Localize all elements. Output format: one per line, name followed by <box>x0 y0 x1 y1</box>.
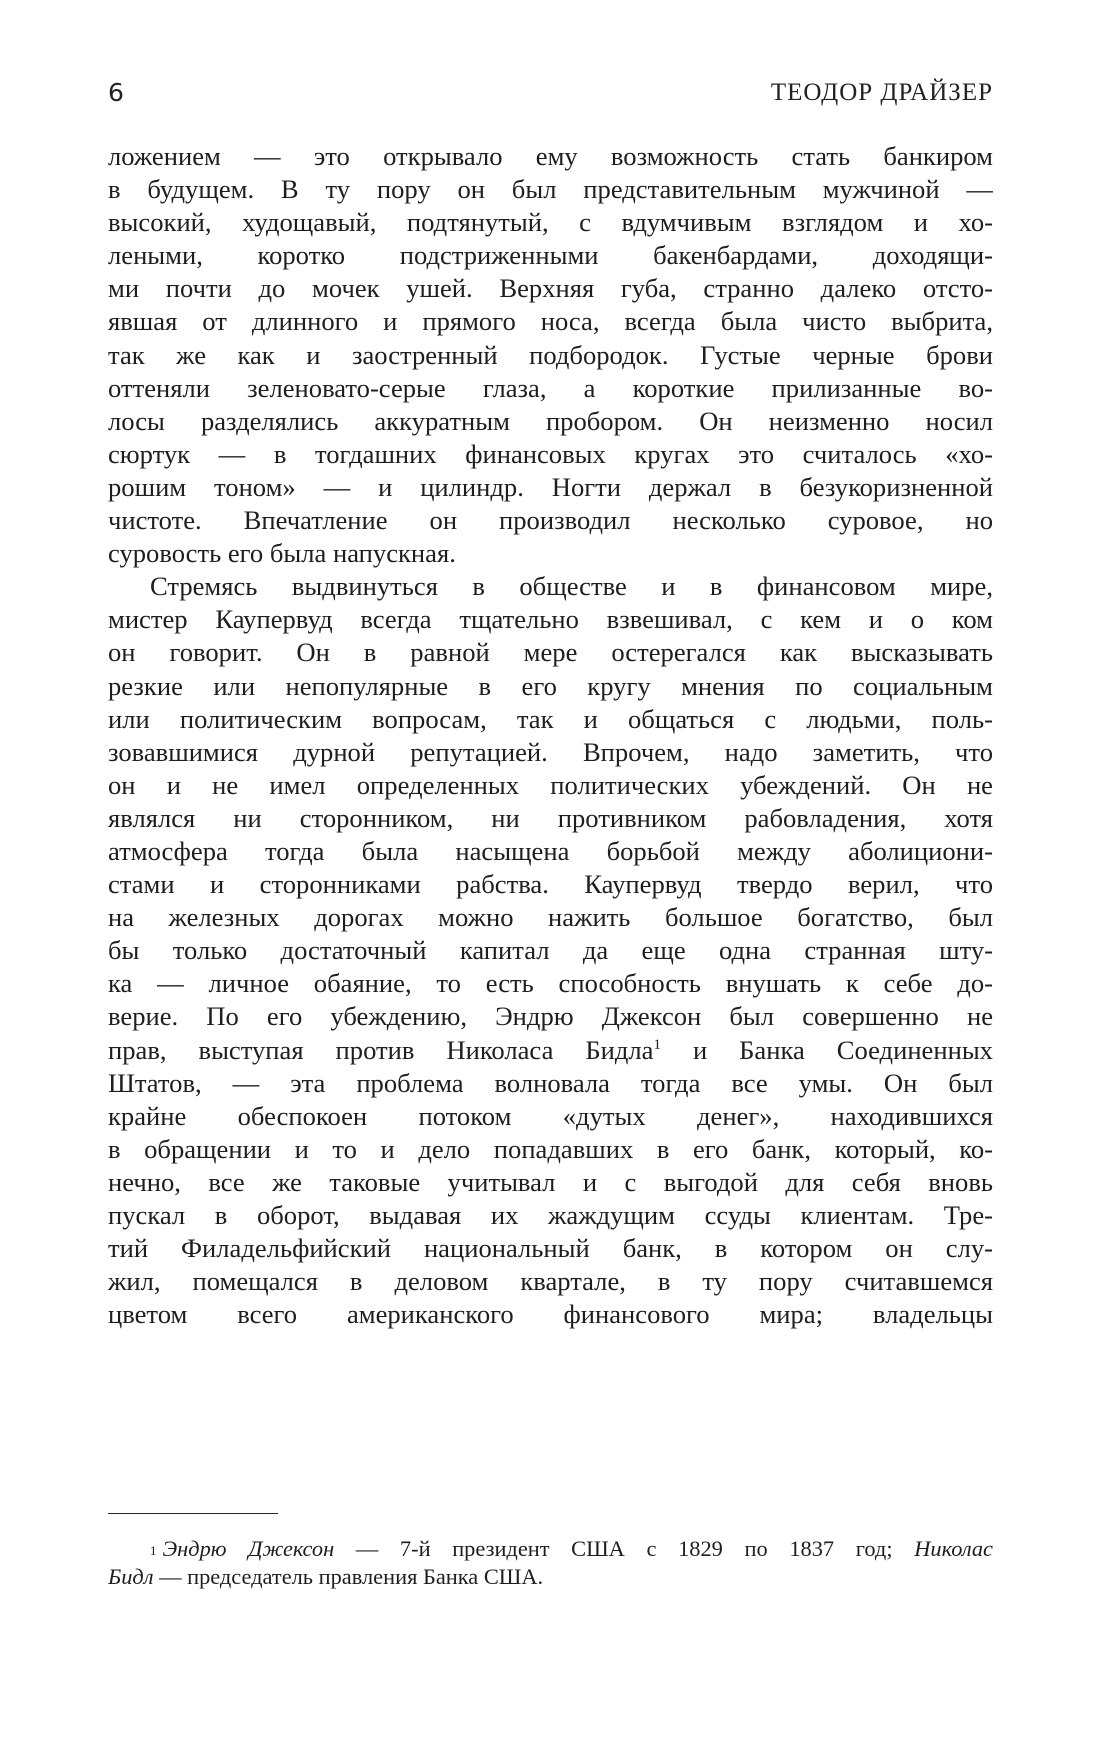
text-line: суровость его была напускная. <box>108 538 456 569</box>
text-line: пускал в оборот, выдавая их жаждущим ссуды клиентам. Тре- <box>108 1200 993 1230</box>
text-line: в будущем. В ту пору он был представительным мужчиной — <box>108 174 993 205</box>
text-line: чистоте. Впечатление он производил несколько суровое, но <box>108 505 993 536</box>
text-line: верие. По его убеждению, Эндрю Джексон был совершенно не <box>108 1001 993 1032</box>
text-line: ка — личное обаяние, то есть способность внушать к себе до- <box>108 968 993 999</box>
text-line: сюртук — в тогдашних финансовых кругах это считалось «хо- <box>108 438 993 469</box>
text-fragment: и Банка Соединенных <box>692 1034 993 1065</box>
text-line: он и не имел определенных политических убеждений. Он не <box>108 769 993 800</box>
text-line: являлся ни сторонником, ни противником рабовладения, хотя <box>108 802 993 833</box>
footnote-name: Эндрю Джексон <box>162 1536 335 1561</box>
footnote-name: Бидл <box>108 1564 154 1589</box>
text-line: нечно, все же таковые учитывал и с выгодой для себя вновь <box>108 1166 993 1197</box>
footnote-line <box>108 1563 993 1591</box>
text-line: он говорит. Он в равной мере остерегался как высказывать <box>108 637 993 668</box>
text-line: зовавшимися дурной репутацией. Впрочем, надо заметить, что <box>108 736 993 767</box>
text-line: высокий, худощавый, подтянутый, с вдумчивым взглядом и хо- <box>108 207 993 238</box>
paragraph <box>108 140 993 570</box>
text-line: оттеняли зеленовато-серые глаза, а короткие прилизанные во- <box>108 372 993 403</box>
text-line: бы только достаточный капитал да еще одна странная шту- <box>108 935 993 966</box>
text-line: резкие или непопулярные в его кругу мнения по социальным <box>108 670 993 701</box>
footnote-text: — председатель правления Банка США. <box>153 1564 544 1589</box>
text-line: мистер Каупервуд всегда тщательно взвешивал, с кем и о ком <box>108 604 993 635</box>
text-line: на железных дорогах можно нажить большое богатство, был <box>108 902 993 933</box>
text-line: цветом всего американского финансового мира; владельцы <box>108 1299 993 1330</box>
text-line: так же как и заостренный подбородок. Густые черные брови <box>108 339 993 370</box>
text-line-with-footnote <box>108 1034 993 1067</box>
body-text <box>108 140 993 1331</box>
text-line: ложением — это открывало ему возможность стать банкиром <box>108 141 993 171</box>
text-line: крайне обеспокоен потоком «дутых денег», находившихся <box>108 1100 993 1131</box>
text-line: ми почти до мочек ушей. Верхняя губа, странно далеко отсто- <box>108 273 993 304</box>
text-line: в обращении и то и дело попадавших в его банк, который, ко- <box>108 1133 993 1164</box>
footnote-separator <box>108 1513 278 1514</box>
footnote-mark: 1 <box>150 1543 157 1558</box>
page-number: 6 <box>108 78 124 107</box>
text-line: лосы разделялись аккуратным пробором. Он неизменно носил <box>108 405 993 436</box>
text-line: рошим тоном» — и цилиндр. Ногти держал в безукоризненной <box>108 471 993 502</box>
text-line: атмосфера тогда была насыщена борьбой между аболициони- <box>108 835 993 866</box>
text-line: или политическим вопросам, так и общаться с людьми, поль- <box>108 703 993 734</box>
text-line: тий Филадельфийский национальный банк, в котором он слу- <box>108 1233 993 1264</box>
running-title: ТЕОДОР ДРАЙЗЕР <box>770 79 993 106</box>
text-line: жил, помещался в деловом квартале, в ту пору считавшемся <box>108 1266 993 1297</box>
text-line: стами и сторонниками рабства. Каупервуд твердо верил, что <box>108 869 993 900</box>
text-line: Стремясь выдвинуться в обществе и в финансовом мире, <box>150 571 993 602</box>
running-head <box>108 76 993 110</box>
footnote-reference[interactable]: 1 <box>653 1036 661 1053</box>
text-line: Штатов, — эта проблема волновала тогда все умы. Он был <box>108 1067 993 1098</box>
footnotes <box>108 1535 993 1591</box>
footnote-text: — 7-й президент США с 1829 по 1837 год; <box>334 1536 893 1561</box>
footnote-name: Николас <box>914 1536 993 1561</box>
footnote-line <box>108 1535 993 1563</box>
text-fragment: прав, выступая против Николаса Бидла <box>108 1034 654 1065</box>
paragraph <box>108 570 993 1331</box>
text-line: леными, коротко подстриженными бакенбардами, доходящи- <box>108 240 993 271</box>
text-line: явшая от длинного и прямого носа, всегда была чисто выбрита, <box>108 306 993 337</box>
